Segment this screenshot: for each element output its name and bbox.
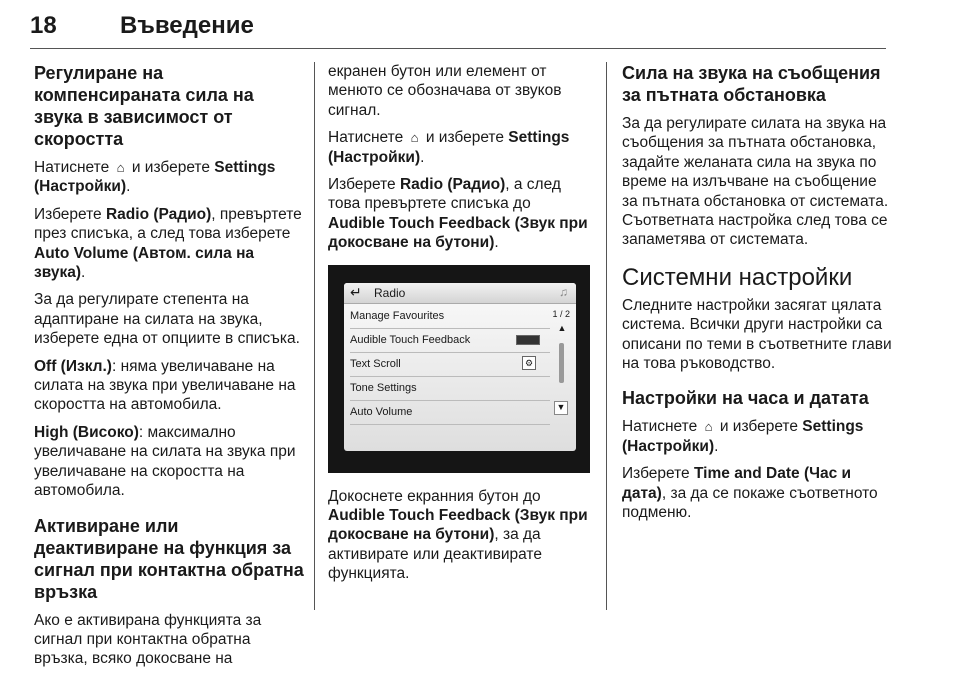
column-1 [34,62,306,677]
music-note-icon: ♫ [559,284,568,299]
paragraph: High (Високо): максимално увеличаване на силата на звука при увеличаване на скоростта на автомобила. [34,423,296,500]
paragraph: Изберете Radio (Радио), а след това превъртете списъка до Audible Touch Feedback (Звук при докосване на бутони). [328,176,588,252]
menu-item[interactable]: Text Scroll ⚙ [350,353,550,377]
paragraph: Докоснете екранния бутон до Audible Touch Feedback (Звук при докосване на бутони), за да активирате или деактивирате функцията. [328,487,588,583]
paragraph: Off (Изкл.): няма увеличаване на силата на звука при увеличаване на скоростта на автомобила. [34,357,296,414]
menu-item[interactable]: Audible Touch Feedback [350,329,550,353]
toggle-icon[interactable] [516,335,540,345]
page-indicator: 1 / 2 [552,308,570,319]
header-rule [30,48,886,49]
paragraph: За да регулирате силата на звука на съобщения за пътната обстановка, задайте желаната сила на звука по време на излъчване на съобщение за пътната обстановка от системата. Съответната настройка след това се запаметява от системата. [622,115,889,249]
menu-item[interactable]: Manage Favourites [350,305,550,329]
column-2 [328,62,590,592]
scrollbar[interactable] [559,343,564,383]
home-icon: ⌂ [704,419,713,435]
paragraph: За да регулирате степента на адаптиране на силата на звука, изберете една от опциите в списъка. [34,291,300,348]
column-divider [606,62,607,610]
scroll-down-icon[interactable]: ▼ [554,401,568,415]
radio-title-bar [344,283,576,304]
paragraph: Натиснете ⌂ и изберете Settings (Настройки). [622,418,864,455]
column-divider [314,62,315,610]
radio-screen [344,283,576,451]
heading-touch-feedback: Активиране или деактивиране на функция за сигнал при контактна обратна връзка [34,515,304,602]
radio-screen-figure [328,265,590,473]
gear-icon[interactable]: ⚙ [522,356,536,370]
radio-title: Radio [374,285,406,300]
scroll-up-icon[interactable]: ▲ [557,322,567,333]
paragraph: Изберете Radio (Радио), превъртете през списъка, а след това изберете Auto Volume (Автом. сила на звука). [34,205,302,282]
menu-item[interactable]: Auto Volume [350,401,550,425]
paragraph: екранен бутон или елемент от менюто се обозначава от звуков сигнал. [328,63,562,119]
heading-traffic-volume: Сила на звука на съобщения за пътната обстановка [622,63,881,105]
page-title: Въведение [120,12,254,39]
menu-item[interactable]: Tone Settings [350,377,550,401]
home-icon: ⌂ [410,130,419,146]
column-3 [622,62,892,531]
paragraph: Натиснете ⌂ и изберете Settings (Настройки). [328,129,570,166]
page-header [0,0,960,52]
heading-system-settings: Системни настройки [622,263,853,291]
heading-time-date: Настройки на часа и датата [622,388,869,409]
page-number: 18 [30,12,57,39]
paragraph: Следните настройки засягат цялата система. Всички други настройки са описани по теми в съответните глави на това ръководство. [622,296,892,373]
back-icon[interactable]: ↵ [350,283,362,300]
heading-volume-speed: Регулиране на компенсираната сила на звука в зависимост от скоростта [34,63,254,149]
paragraph: Ако е активирана функцията за сигнал при контактна обратна връзка, всяко докосване на [34,611,262,668]
home-icon: ⌂ [116,160,125,175]
paragraph: Изберете Time and Date (Час и дата), за да се покаже съответното подменю. [622,465,878,522]
paragraph: Натиснете ⌂ и изберете Settings (Настройки). [34,159,276,196]
